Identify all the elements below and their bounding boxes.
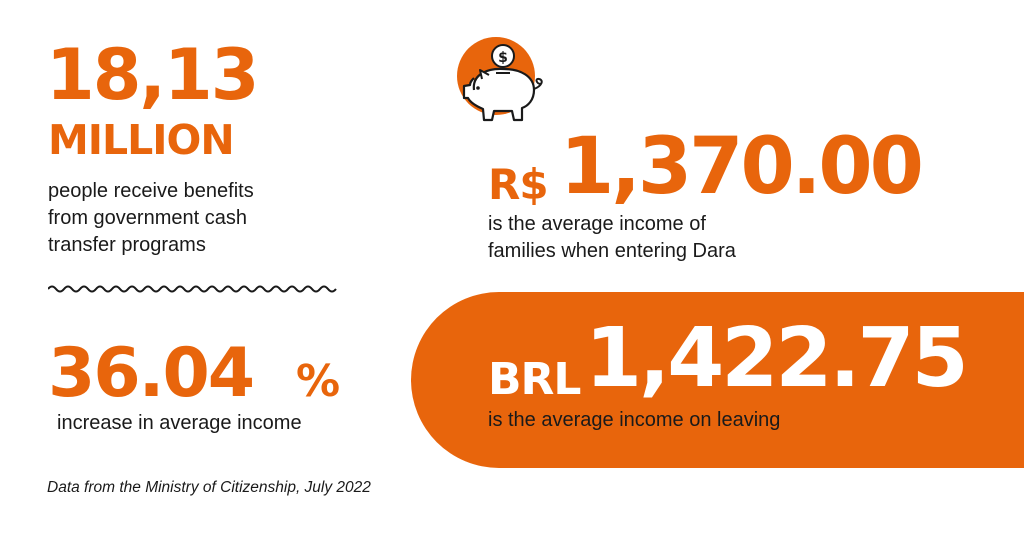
people-count-description [48,178,348,259]
people-count-value: 18,13 [46,34,258,116]
entry-income-currency: R$ [488,160,548,209]
exit-income-currency: BRL [488,354,581,405]
entry-income-value: 1,370.00 [560,122,921,212]
income-increase-description: increase in average income [57,412,302,434]
exit-income-value: 1,422.75 [585,311,966,406]
percent-sign: % [296,356,341,407]
people-count-unit: MILLION [48,116,234,164]
entry-income-description [488,211,848,265]
people-desc-line-1: people receive benefits [48,180,254,202]
people-desc-line-3: transfer programs [48,234,206,256]
people-desc-line-2: from government cash [48,207,247,229]
entry-desc-line-1: is the average income of [488,213,706,235]
wavy-divider [48,282,340,296]
source-footnote: Data from the Ministry of Citizenship, July 2022 [47,479,371,496]
entry-desc-line-2: families when entering Dara [488,240,736,262]
piggy-bank-icon [452,36,552,128]
exit-income-description: is the average income on leaving [488,409,781,431]
income-increase-value: 36.04 [48,334,254,413]
svg-text:$: $ [498,50,508,66]
